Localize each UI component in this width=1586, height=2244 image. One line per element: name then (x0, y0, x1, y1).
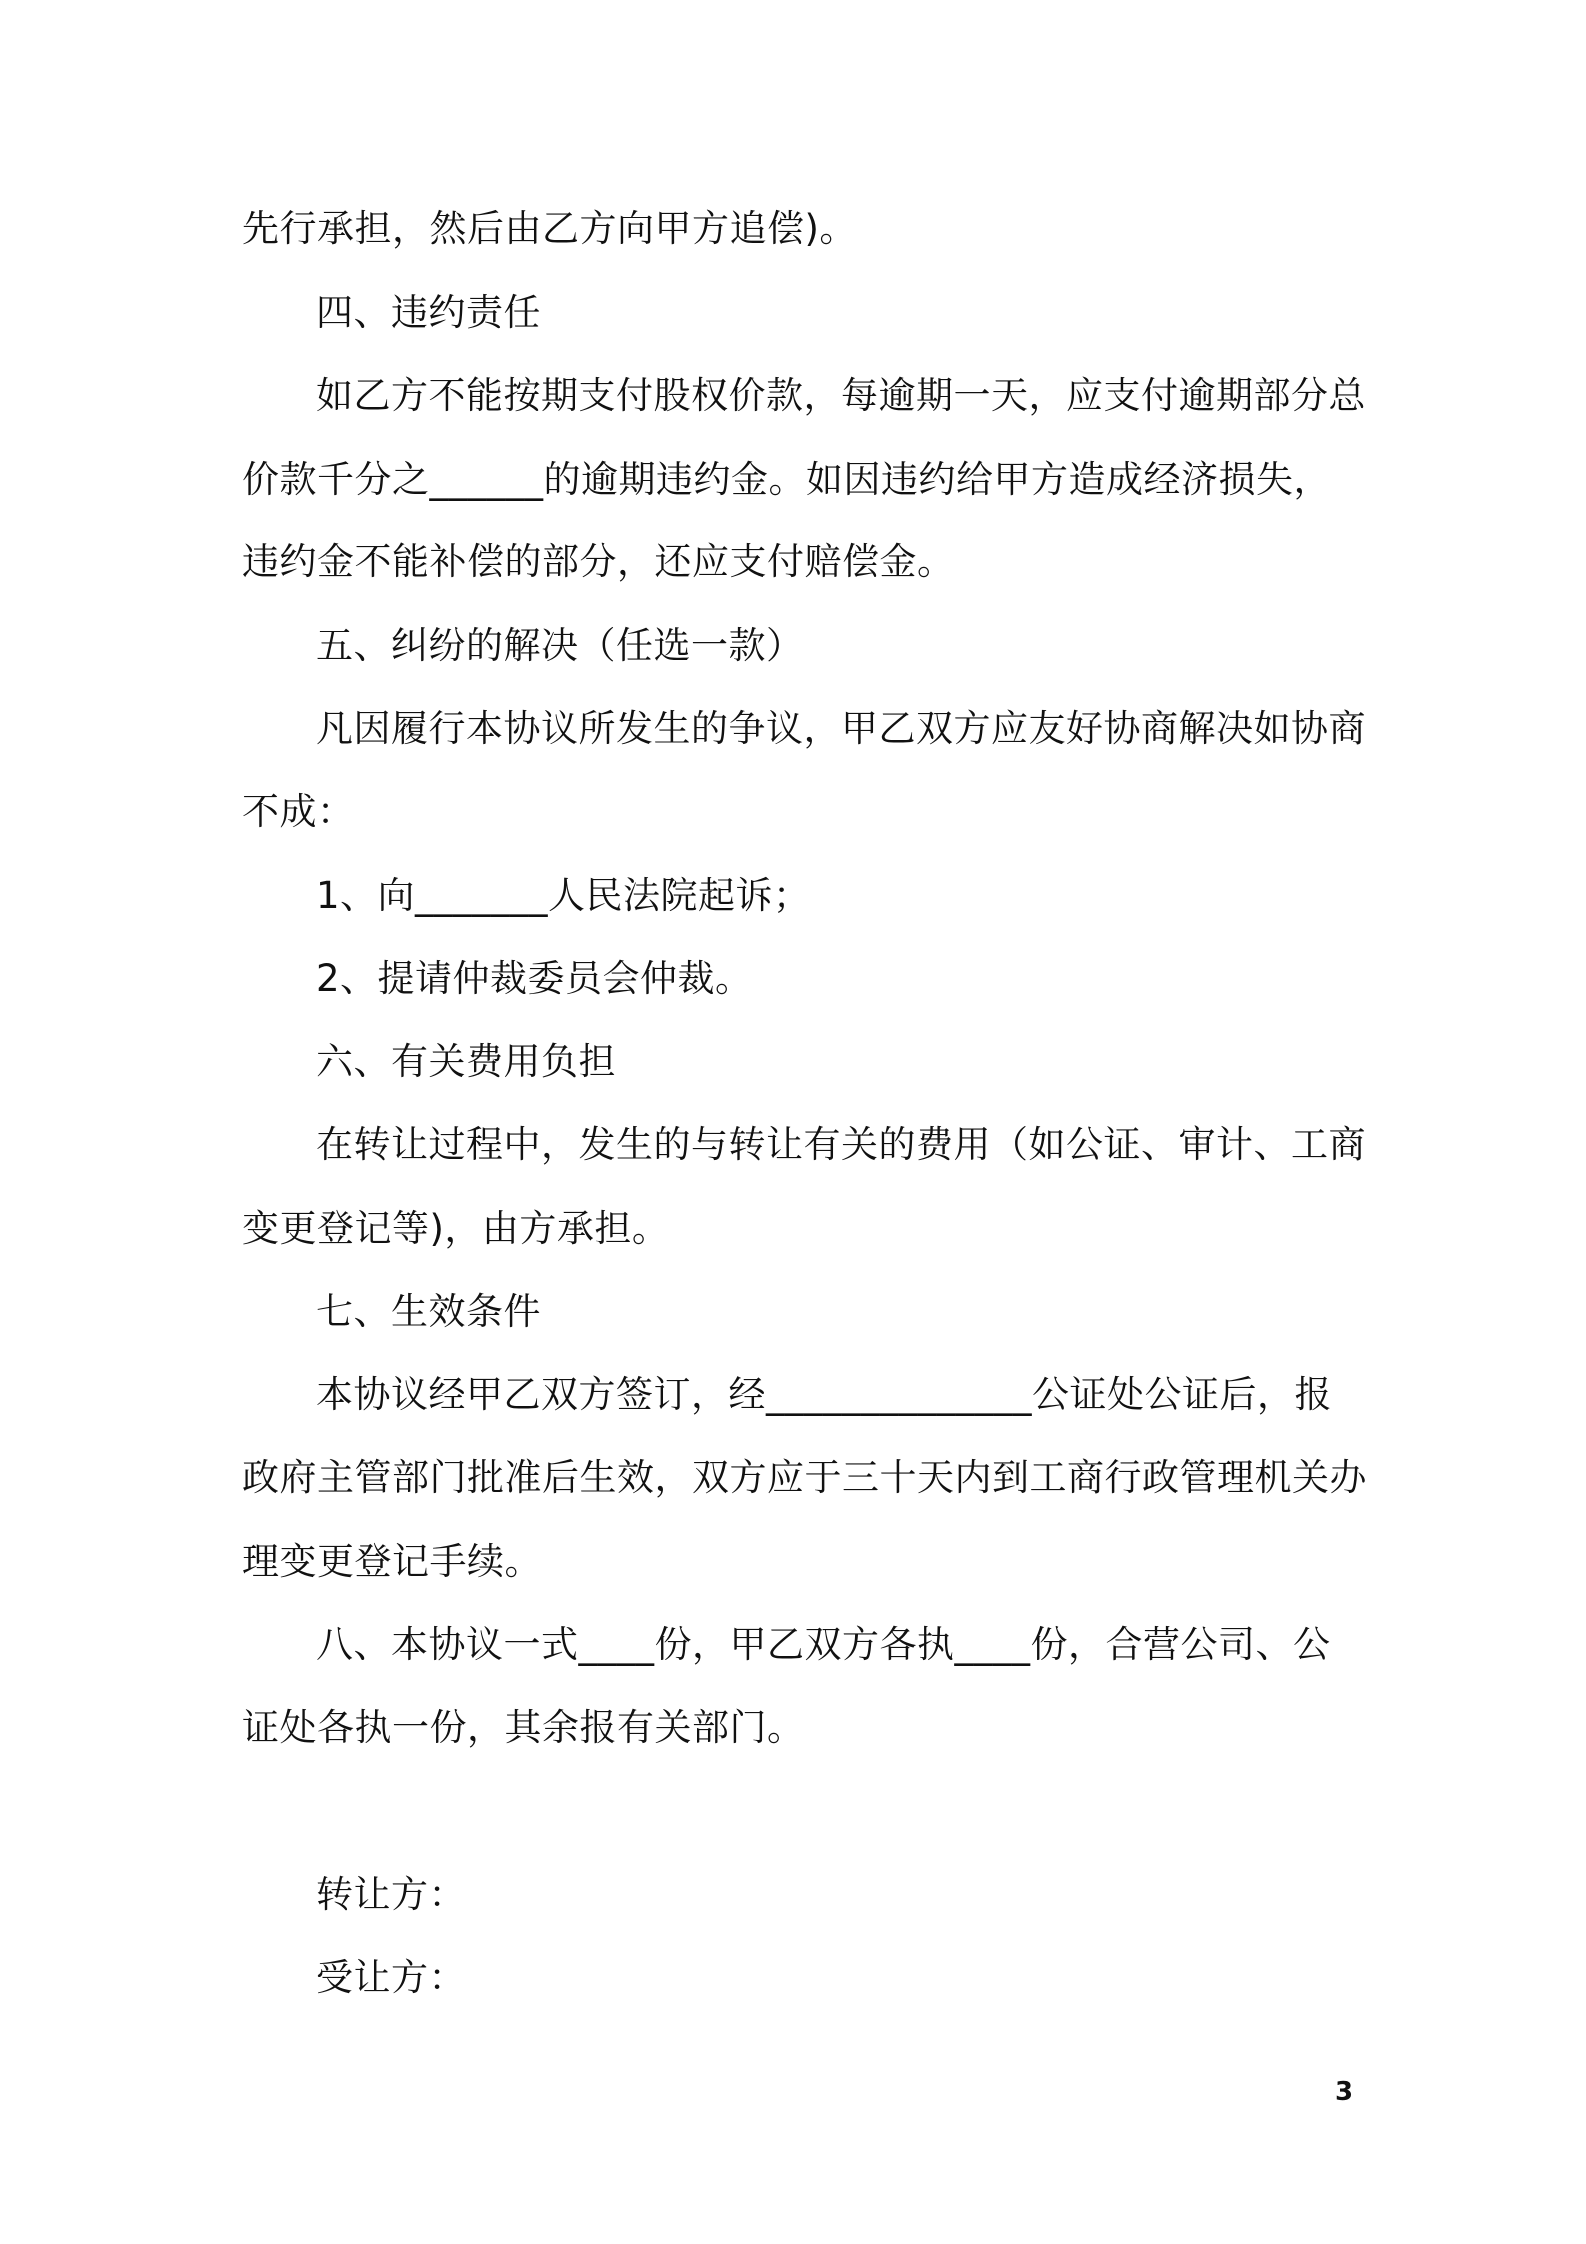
section-heading: 八、本协议一式____份，甲乙双方各执____份，合营公司、公 (316, 1623, 1331, 1666)
section-heading: 四、违约责任 (316, 291, 541, 334)
paragraph-line: 如乙方不能按期支付股权价款，每逾期一天，应支付逾期部分总 (316, 374, 1366, 417)
section-heading: 七、生效条件 (316, 1290, 541, 1333)
list-item: 2、提请仲裁委员会仲裁。 (316, 957, 753, 1000)
paragraph-line: 理变更登记手续。 (242, 1540, 542, 1583)
paragraph-line: 不成： (242, 790, 355, 833)
paragraph-line: 凡因履行本协议所发生的争议，甲乙双方应友好协商解决如协商 (316, 707, 1366, 750)
page-number: 3 (1334, 2077, 1354, 2107)
paragraph-line: 价款千分之______的逾期违约金。如因违约给甲方造成经济损失， (242, 458, 1331, 501)
section-heading: 六、有关费用负担 (316, 1040, 616, 1083)
signature-label-transferor: 转让方： (316, 1873, 466, 1916)
paragraph-line: 在转让过程中，发生的与转让有关的费用（如公证、审计、工商 (316, 1123, 1366, 1166)
paragraph-line: 本协议经甲乙双方签订，经______________公证处公证后，报 (316, 1373, 1332, 1416)
paragraph-line: 违约金不能补偿的部分，还应支付赔偿金。 (242, 540, 955, 583)
paragraph-line: 证处各执一份，其余报有关部门。 (242, 1706, 805, 1749)
signature-label-transferee: 受让方： (316, 1956, 466, 1999)
paragraph-line: 政府主管部门批准后生效，双方应于三十天内到工商行政管理机关办 (242, 1456, 1367, 1499)
paragraph-line: 变更登记等)，由方承担。 (242, 1207, 670, 1250)
section-heading: 五、纠纷的解决（任选一款） (316, 624, 804, 667)
paragraph-line: 先行承担，然后由乙方向甲方追偿)。 (242, 207, 857, 250)
list-item: 1、向_______人民法院起诉； (316, 874, 811, 917)
